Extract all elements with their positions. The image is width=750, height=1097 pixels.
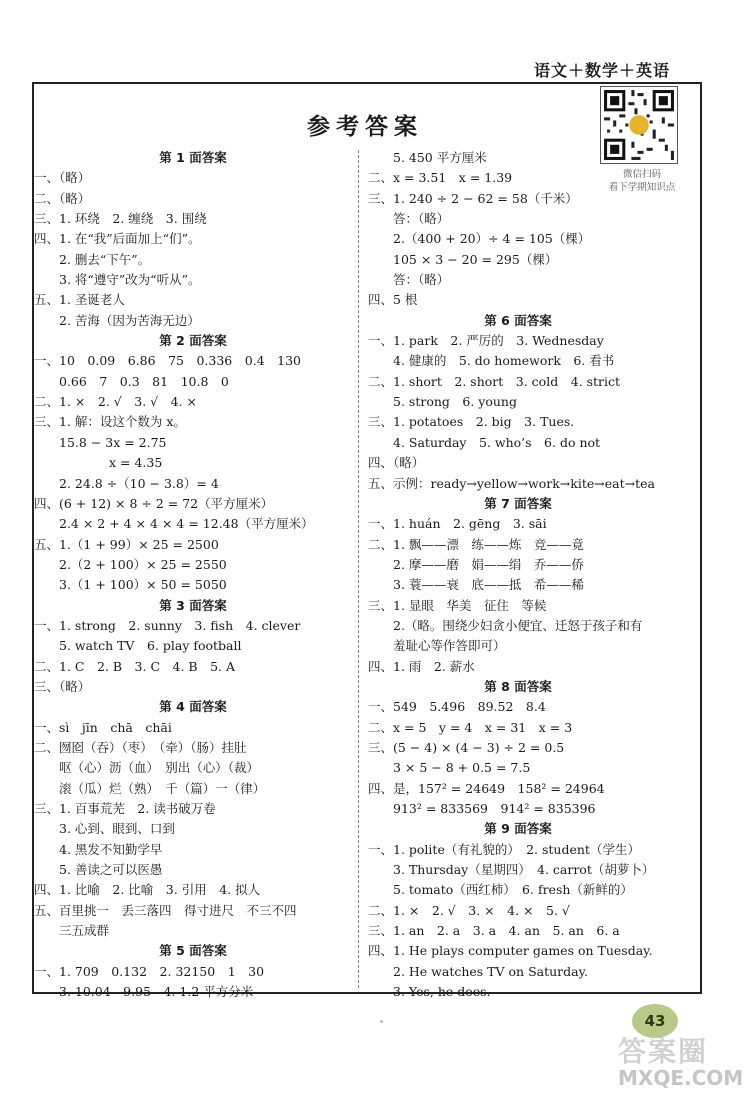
answer-line: 二、1. × 2. √ 3. × 4. × 5. √ (368, 902, 570, 918)
answer-line: 5. strong 6. young (368, 394, 517, 410)
answer-line: 四、(6 + 12) × 8 ÷ 2 = 72（平方厘米） (34, 495, 274, 511)
answer-line: 三、1. 百事荒芜 2. 读书破万卷 (34, 801, 216, 816)
answer-line: 三、1. potatoes 2. big 3. Tues. (368, 414, 575, 430)
answer-line: 四、1. He plays computer games on Tuesday. (368, 943, 653, 959)
answer-line: 一、1. strong 2. sunny 3. fish 4. clever (34, 617, 301, 633)
qr-caption-line2: 看下学期知识点 (608, 182, 676, 193)
answer-line: 四、（略） (368, 455, 425, 471)
section-title: 第 2 面答案 (159, 333, 227, 349)
answer-line: 滚（瓜）烂（熟） 千（篇）一（律） (34, 780, 266, 796)
answer-line: 三、1. 显眼 华美 征住 等候 (368, 597, 547, 613)
answer-line: 三、1. 环绕 2. 缠绕 3. 围绕 (34, 211, 207, 227)
answer-line: 2. He watches TV on Saturday. (368, 963, 588, 979)
answer-line: 呕（心）沥（血） 别出（心）（裁） (34, 760, 260, 776)
answer-line: 一、1. park 2. 严厉的 3. Wednesday (368, 333, 604, 349)
answer-line: 2. 24.8 ÷（10 − 3.8）= 4 (34, 475, 219, 491)
answer-line: 三、1. an 2. a 3. a 4. an 5. an 6. a (368, 923, 620, 939)
answer-line: 5. watch TV 6. play football (34, 638, 242, 654)
answer-line: 答：（略） (368, 211, 450, 227)
answer-line: 五、百里挑一 丢三落四 得寸进尺 不三不四 (34, 902, 297, 918)
answer-line: 二、1. × 2. √ 3. √ 4. × (34, 394, 197, 410)
answer-line: 3. Thursday（星期四） 4. carrot（胡萝卜） (368, 862, 655, 878)
answer-line: 4. Saturday 5. who’s 6. do not (368, 434, 601, 450)
answer-line: 二、x = 5 y = 4 x = 31 x = 3 (368, 719, 573, 735)
answer-line: 二、1. 飘——漂 练——炼 竞——竟 (368, 536, 584, 552)
answer-line: 四、1. 比喻 2. 比喻 3. 引用 4. 拟人 (34, 882, 261, 898)
page-title: 参考答案 (307, 114, 423, 140)
answer-line: 五、1. 圣诞老人 (34, 292, 125, 308)
answer-line: 三、1. 解：设这个数为 x。 (34, 414, 186, 430)
watermark-logo: 答案圈 (618, 1035, 709, 1068)
section-title: 第 9 面答案 (484, 821, 552, 837)
answer-line: 二、（略） (34, 190, 91, 206)
answer-line: 3. 心到、眼到、口到 (34, 821, 175, 837)
answer-line: x = 4.35 (34, 455, 163, 471)
answer-line: 答：（略） (368, 272, 450, 288)
section-title: 第 8 面答案 (484, 678, 552, 694)
answer-line: 三、1. 240 ÷ 2 − 62 = 58（千米） (368, 190, 578, 206)
answer-line: 2. 苦海（因为苦海无边） (34, 312, 200, 328)
answers-left-column (34, 148, 352, 1002)
answer-line: 四、1. 雨 2. 薪水 (368, 658, 475, 674)
answer-line: 2.（400 + 20）÷ 4 = 105（棵） (368, 231, 591, 247)
answer-line: 一、sì jīn chā chāi (34, 719, 172, 735)
answer-line: 2.4 × 2 + 4 × 4 × 4 = 12.48（平方厘米） (34, 516, 314, 532)
answer-line: 四、5 根 (368, 292, 418, 308)
section-title: 第 1 面答案 (159, 150, 227, 165)
answer-line: 2. 摩——磨 娟——绢 乔——侨 (368, 556, 584, 572)
answer-line: 五、1.（1 + 99）× 25 = 2500 (34, 536, 219, 552)
section-title: 第 5 面答案 (159, 943, 227, 959)
header-subjects: 语文＋数学＋英语 (533, 61, 670, 80)
answer-line: 3.（1 + 100）× 50 = 5050 (34, 577, 227, 593)
answer-line: 2.（2 + 100）× 25 = 2550 (34, 556, 227, 572)
answer-line: 一、10 0.09 6.86 75 0.336 0.4 130 (34, 353, 301, 369)
answer-line: 一、（略） (34, 170, 91, 186)
answer-line: 5. 善读之可以医愚 (34, 862, 163, 878)
answer-line: 3 × 5 − 8 + 0.5 = 7.5 (368, 760, 531, 776)
answer-line: 羞耻心等作答即可） (368, 638, 506, 654)
answer-line: 5. tomato（西红柿） 6. fresh（新鲜的） (368, 882, 633, 898)
section-title: 第 3 面答案 (159, 597, 227, 613)
answer-line: 4. 健康的 5. do homework 6. 看书 (368, 353, 615, 369)
answer-line: 一、1. huán 2. gēng 3. sāi (368, 516, 547, 532)
answer-line: 四、1. 在“我”后面加上“们”。 (34, 231, 201, 247)
answer-line: 三、（略） (34, 678, 91, 694)
print-dot (380, 1020, 383, 1023)
answer-line: 二、x = 3.51 x = 1.39 (368, 170, 513, 186)
answer-line: 3. 将“遵守”改为“听从”。 (34, 272, 201, 288)
answer-line: 一、1. 709 0.132 2. 32150 1 30 (34, 963, 265, 979)
section-title: 第 7 面答案 (484, 495, 552, 511)
qr-caption-line1: 微信扫码 (622, 169, 661, 180)
answer-line: 三五成群 (34, 923, 110, 939)
page-number: 43 (632, 1004, 678, 1038)
watermark-url: MXQE.COM (618, 1066, 744, 1090)
answer-line: 15.8 − 3x = 2.75 (34, 434, 167, 450)
answer-line: 913² = 833569 914² = 835396 (368, 801, 596, 816)
answer-line: 2. 删去“下午”。 (34, 251, 151, 267)
answer-line: 四、是，157² = 24649 158² = 24964 (368, 780, 605, 796)
answer-line: 3. 10.04 9.95 4. 1.2 平方分米 (34, 984, 254, 1000)
section-title: 第 4 面答案 (159, 699, 227, 715)
answer-line: 105 × 3 − 20 = 295（棵） (368, 251, 558, 267)
answer-line: 3. 蓑——衰 底——抵 希——稀 (368, 577, 584, 593)
column-divider (358, 150, 359, 988)
section-title: 第 6 面答案 (484, 312, 552, 328)
answer-line: 一、549 5.496 89.52 8.4 (368, 699, 546, 715)
answer-line: 0.66 7 0.3 81 10.8 0 (34, 373, 229, 389)
answer-line: 5. 450 平方厘米 (368, 150, 487, 165)
answer-line: 一、1. polite（有礼貌的） 2. student（学生） (368, 841, 640, 857)
answer-line: 二、1. C 2. B 3. C 4. B 5. A (34, 658, 236, 674)
answer-line: 三、(5 − 4) × (4 − 3) ÷ 2 = 0.5 (368, 739, 565, 755)
answers-right-column (368, 148, 668, 1002)
answer-line: 4. 黑发不知勤学早 (34, 841, 163, 857)
answer-line: 二、囫囵（吞）（枣） （牵）（肠）挂肚 (34, 739, 247, 755)
answer-line: 3. Yes, he does. (368, 984, 491, 1000)
answer-line: 2.（略。围绕少妇贪小便宜、迁怒于孩子和有 (368, 617, 643, 633)
answer-line: 二、1. short 2. short 3. cold 4. strict (368, 373, 621, 389)
answer-line: 五、示例：ready→yellow→work→kite→eat→tea (368, 475, 655, 491)
